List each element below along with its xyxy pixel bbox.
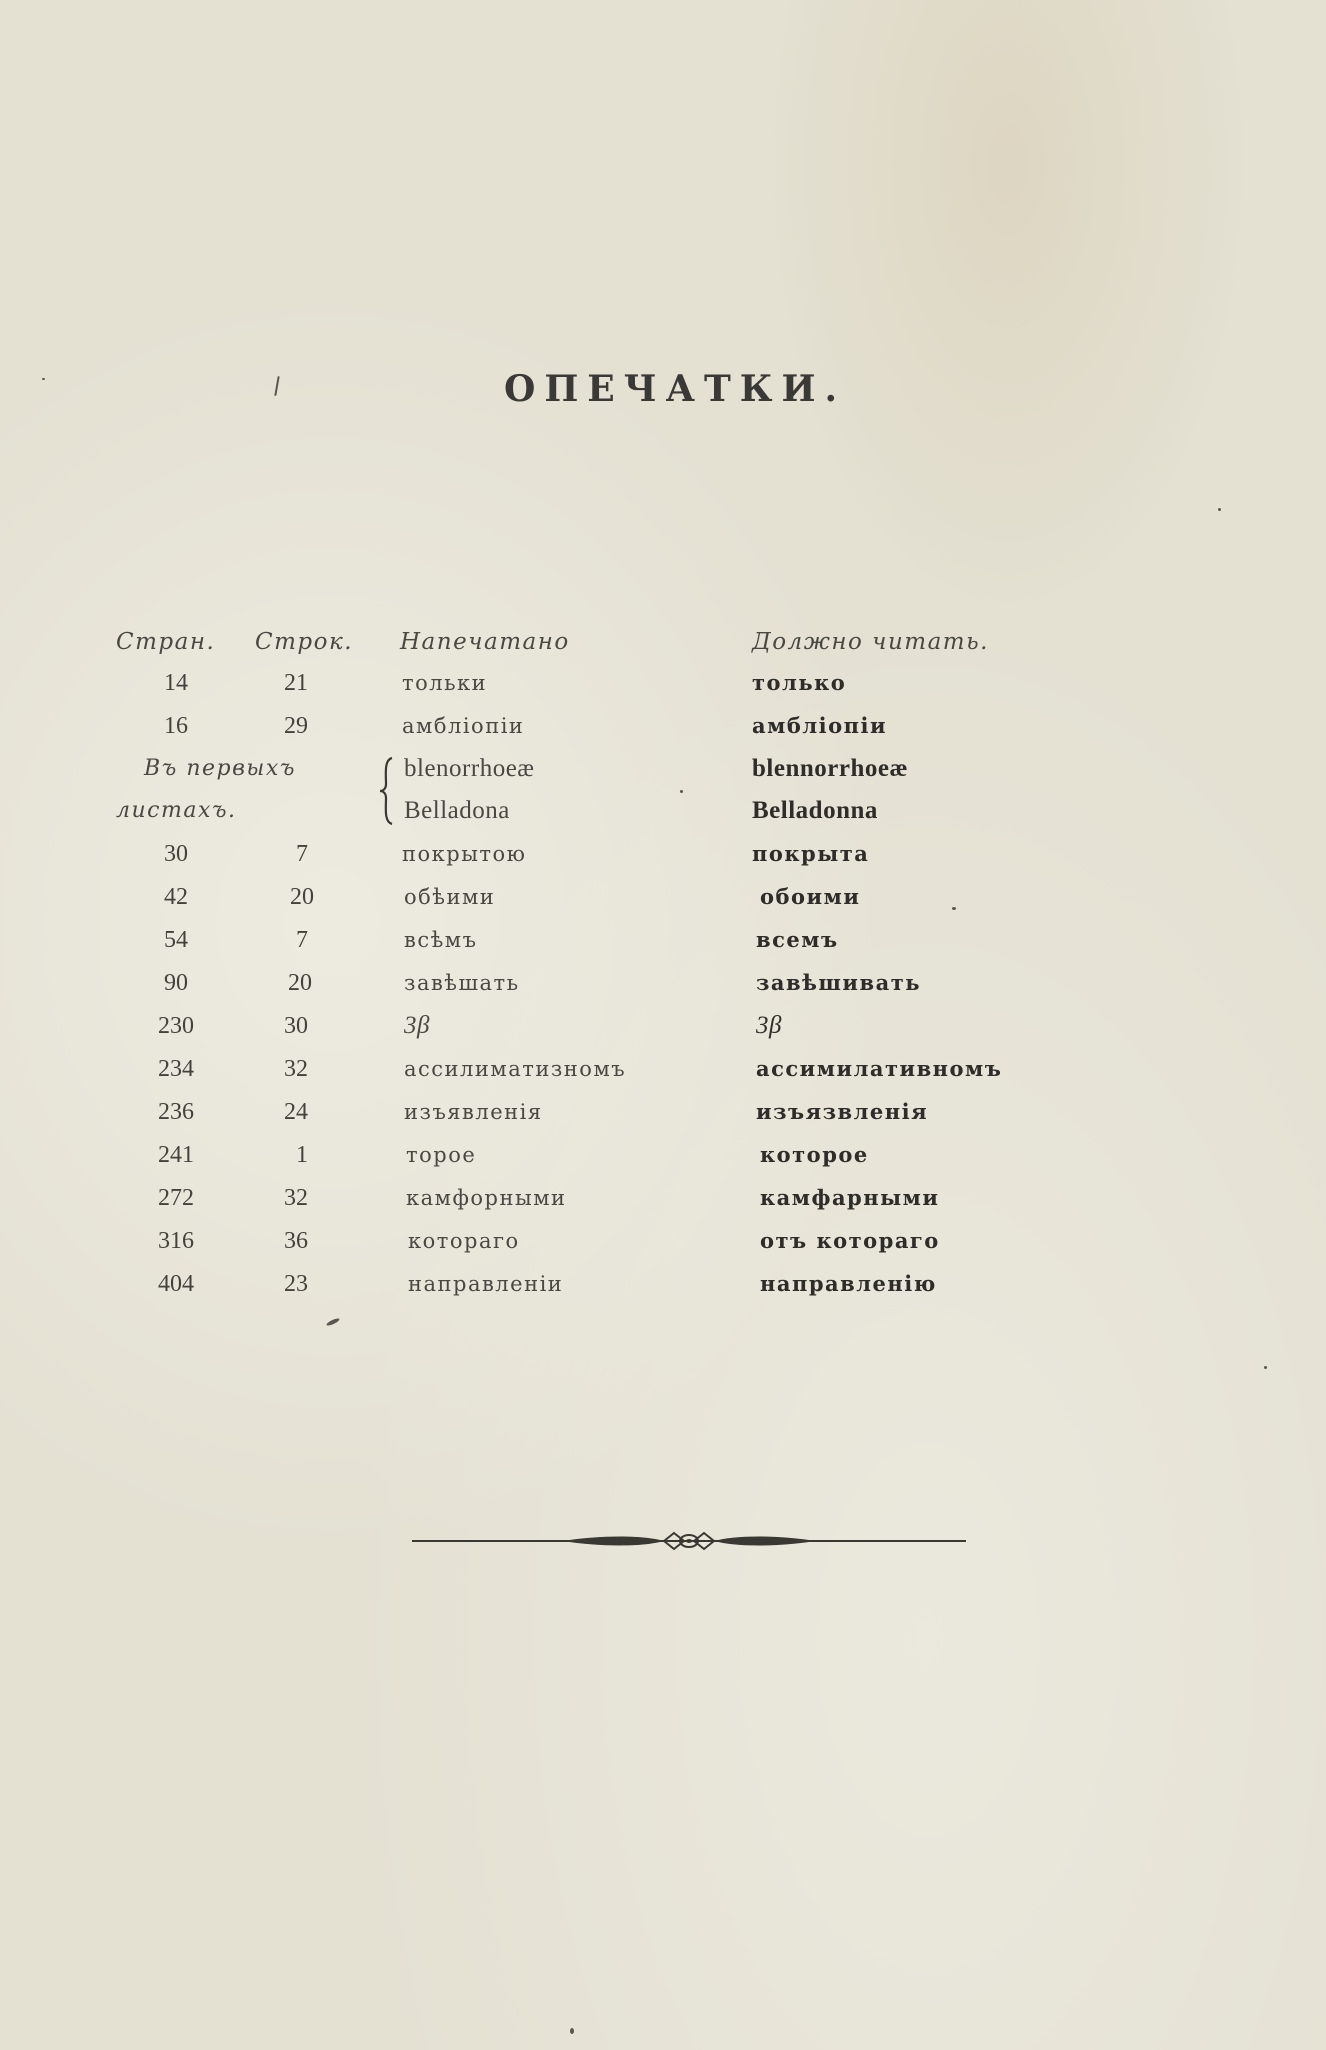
header-line: Строк.: [255, 629, 354, 655]
paper-speck: [680, 790, 683, 793]
row-printed: blenorrhoeæ: [404, 755, 535, 782]
row-page: 272: [158, 1185, 194, 1211]
paper-speck: [42, 378, 45, 380]
row-note: Въ первыхъ: [144, 756, 296, 781]
row-line: 23: [284, 1271, 308, 1297]
row-correct: только: [752, 670, 847, 695]
paper-speck: [1264, 1366, 1267, 1369]
row-printed: обѣими: [404, 885, 496, 909]
row-page: 42: [164, 884, 188, 910]
row-correct: отъ котораго: [760, 1228, 940, 1253]
row-page: 236: [158, 1099, 194, 1125]
row-correct: завѣшивать: [756, 970, 921, 995]
row-correct: всемъ: [756, 927, 839, 952]
row-page: 241: [158, 1142, 194, 1168]
row-printed: изъявленія: [404, 1100, 543, 1124]
row-page: 54: [164, 927, 188, 953]
row-correct: blennorrhoeæ: [752, 755, 908, 782]
row-line: 7: [296, 841, 308, 867]
row-correct: обоими: [760, 884, 861, 909]
header-printed: Напечатано: [400, 629, 570, 655]
row-line: 21: [284, 670, 308, 696]
row-printed: всѣмъ: [404, 928, 478, 952]
row-page: 90: [164, 970, 188, 996]
row-printed: Belladona: [404, 797, 510, 824]
row-line: 1: [296, 1142, 308, 1168]
header-correct: Должно читать.: [752, 629, 989, 655]
row-correct: ассимилативномъ: [756, 1056, 1003, 1081]
page-title: ОПЕЧАТКИ.: [503, 368, 847, 410]
row-correct: изъязвленія: [756, 1099, 929, 1124]
row-printed: котораго: [408, 1229, 520, 1253]
row-printed: направленіи: [408, 1272, 564, 1296]
row-page: 234: [158, 1056, 194, 1082]
row-printed: ассилиматизномъ: [404, 1057, 627, 1081]
row-page: 16: [164, 713, 188, 739]
row-line: 24: [284, 1099, 308, 1125]
row-line: 7: [296, 927, 308, 953]
left-brace-icon: [378, 756, 396, 826]
row-printed: торое: [406, 1143, 477, 1167]
ornament-divider-icon: [412, 1526, 966, 1556]
paper-speck: [1218, 508, 1221, 511]
row-correct: которое: [760, 1142, 869, 1167]
row-printed: тольки: [402, 671, 488, 695]
row-note: листахъ.: [116, 798, 237, 823]
row-line: 20: [288, 970, 312, 996]
paper-speck: [570, 2028, 574, 2034]
row-line: 36: [284, 1228, 308, 1254]
row-page: 14: [164, 670, 188, 696]
row-correct: 3β: [756, 1012, 782, 1039]
row-line: 32: [284, 1185, 308, 1211]
header-page: Стран.: [116, 629, 216, 655]
row-correct: камфарными: [760, 1185, 940, 1210]
row-line: 32: [284, 1056, 308, 1082]
row-correct: Belladonna: [752, 797, 878, 824]
row-line: 29: [284, 713, 308, 739]
row-printed: камфорными: [406, 1186, 567, 1210]
row-correct: амбліопіи: [752, 713, 888, 738]
paper-speck: [326, 1317, 340, 1327]
row-page: 30: [164, 841, 188, 867]
row-page: 316: [158, 1228, 194, 1254]
row-printed: амбліопіи: [402, 714, 525, 738]
row-page: 230: [158, 1013, 194, 1039]
row-line: 20: [290, 884, 314, 910]
row-printed: покрытою: [402, 842, 527, 866]
paper-speck: [952, 907, 956, 910]
row-page: 404: [158, 1271, 194, 1297]
row-printed: 3β: [404, 1012, 430, 1039]
row-line: 30: [284, 1013, 308, 1039]
row-correct: направленію: [760, 1271, 937, 1296]
row-correct: покрыта: [752, 841, 870, 866]
row-printed: завѣшать: [404, 971, 520, 995]
